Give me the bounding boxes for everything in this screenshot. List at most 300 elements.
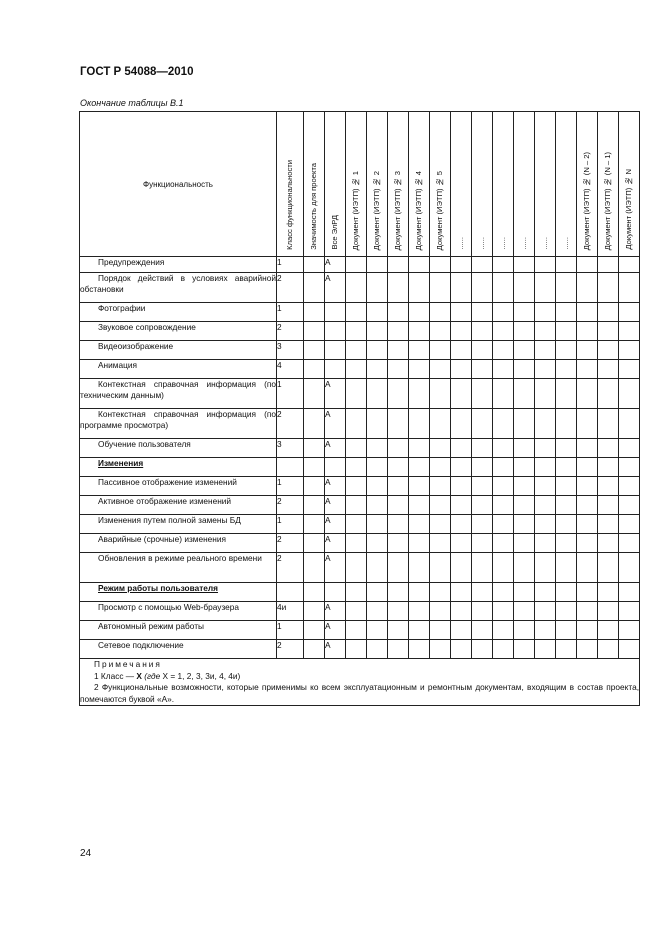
table-row: [80, 273, 640, 303]
column-header-12: [535, 112, 556, 257]
value-cell: [325, 341, 346, 360]
value-cell: [451, 439, 472, 458]
column-header-8: [451, 112, 472, 257]
value-cell: [367, 602, 388, 621]
column-header-11: [514, 112, 535, 257]
value-cell: [451, 257, 472, 273]
value-cell: [367, 515, 388, 534]
value-cell: [472, 553, 493, 583]
value-cell: [304, 534, 325, 553]
functionality-cell: [80, 341, 277, 360]
functionality-label: Фотографии: [98, 303, 146, 313]
value-cell: [598, 257, 619, 273]
value-cell: [409, 621, 430, 640]
value-cell: [388, 458, 409, 477]
value-cell: [619, 534, 640, 553]
column-header-13: [556, 112, 577, 257]
value-cell: [367, 621, 388, 640]
value-cell: [451, 322, 472, 341]
value-cell: [346, 515, 367, 534]
value-cell: [472, 515, 493, 534]
column-header-label: Класс функциональности: [285, 160, 295, 250]
functionality-cell: [80, 534, 277, 553]
column-header-label: ......: [561, 237, 571, 250]
value-cell: [472, 360, 493, 379]
value-cell: [346, 534, 367, 553]
value-cell: [493, 602, 514, 621]
value-cell: [388, 602, 409, 621]
value-cell: [451, 496, 472, 515]
value-cell: [451, 621, 472, 640]
value-cell: [388, 515, 409, 534]
value-cell: [493, 409, 514, 439]
value-cell: [514, 257, 535, 273]
functionality-label: Изменения путем полной замены БД: [98, 515, 241, 525]
section-row: [80, 458, 640, 477]
value-cell: [346, 439, 367, 458]
table-row: [80, 496, 640, 515]
value-cell: [430, 458, 451, 477]
value-cell: [556, 379, 577, 409]
value-cell: [367, 273, 388, 303]
value-cell: [535, 379, 556, 409]
value-cell: [346, 379, 367, 409]
value-cell: [577, 515, 598, 534]
value-cell: [367, 322, 388, 341]
value-cell: [472, 534, 493, 553]
value-cell: [304, 515, 325, 534]
value-cell: [367, 553, 388, 583]
value-cell: [367, 534, 388, 553]
value-cell: [346, 322, 367, 341]
value-cell: [346, 621, 367, 640]
column-header-14: [577, 112, 598, 257]
value-cell: [619, 409, 640, 439]
value-cell: [493, 477, 514, 496]
value-cell: [304, 360, 325, 379]
value-cell: А: [325, 477, 346, 496]
value-cell: [598, 322, 619, 341]
value-cell: [430, 602, 451, 621]
value-cell: [514, 360, 535, 379]
column-header-label: Документ (ИЭТП) № 2: [372, 170, 382, 250]
value-cell: [367, 341, 388, 360]
value-cell: [388, 553, 409, 583]
column-header-label: Документ (ИЭТП) № 5: [435, 170, 445, 250]
column-header-7: [430, 112, 451, 257]
value-cell: [346, 341, 367, 360]
value-cell: [430, 439, 451, 458]
value-cell: [388, 477, 409, 496]
value-cell: [388, 621, 409, 640]
value-cell: [577, 379, 598, 409]
value-cell: [577, 322, 598, 341]
value-cell: [367, 439, 388, 458]
value-cell: [304, 322, 325, 341]
value-cell: [409, 602, 430, 621]
column-header-16: [619, 112, 640, 257]
value-cell: [388, 341, 409, 360]
value-cell: [556, 553, 577, 583]
value-cell: [514, 583, 535, 602]
value-cell: [514, 553, 535, 583]
functionality-cell: [80, 439, 277, 458]
value-cell: [451, 602, 472, 621]
value-cell: [619, 360, 640, 379]
value-cell: [493, 439, 514, 458]
value-cell: [409, 640, 430, 659]
column-header-label: ......: [456, 237, 466, 250]
value-cell: [514, 515, 535, 534]
value-cell: [325, 303, 346, 322]
value-cell: [346, 409, 367, 439]
value-cell: 2: [277, 273, 304, 303]
value-cell: [325, 360, 346, 379]
value-cell: [409, 303, 430, 322]
value-cell: [514, 458, 535, 477]
page-number: 24: [80, 848, 92, 859]
functionality-label: Контекстная справочная информация (по программе просмотра): [80, 409, 276, 430]
value-cell: [577, 341, 598, 360]
value-cell: [493, 553, 514, 583]
column-header-10: [493, 112, 514, 257]
functionality-label: Контекстная справочная информация (по техническим данным): [80, 379, 276, 400]
value-cell: [430, 360, 451, 379]
value-cell: [556, 583, 577, 602]
table-row: [80, 534, 640, 553]
value-cell: [577, 439, 598, 458]
functionality-cell: [80, 303, 277, 322]
value-cell: [451, 553, 472, 583]
value-cell: А: [325, 379, 346, 409]
functionality-cell: [80, 257, 277, 273]
value-cell: [304, 439, 325, 458]
functionality-label: Аварийные (срочные) изменения: [98, 534, 226, 544]
value-cell: [451, 458, 472, 477]
value-cell: [409, 534, 430, 553]
value-cell: [472, 439, 493, 458]
value-cell: [472, 496, 493, 515]
value-cell: [493, 322, 514, 341]
value-cell: [556, 257, 577, 273]
value-cell: 2: [277, 322, 304, 341]
value-cell: [430, 640, 451, 659]
value-cell: [514, 534, 535, 553]
column-header-label: Документ (ИЭТП) № (N – 1): [603, 151, 613, 250]
value-cell: А: [325, 496, 346, 515]
value-cell: [619, 341, 640, 360]
column-header-1: [304, 112, 325, 257]
value-cell: [535, 360, 556, 379]
value-cell: [430, 515, 451, 534]
value-cell: [619, 640, 640, 659]
column-header-15: [598, 112, 619, 257]
value-cell: [367, 257, 388, 273]
value-cell: [493, 273, 514, 303]
value-cell: [556, 534, 577, 553]
value-cell: [277, 583, 304, 602]
column-header-label: Документ (ИЭТП) № 1: [351, 170, 361, 250]
value-cell: [514, 409, 535, 439]
value-cell: [535, 273, 556, 303]
value-cell: А: [325, 273, 346, 303]
value-cell: [556, 496, 577, 515]
value-cell: [388, 379, 409, 409]
note-1-prefix: 1 Класс —: [94, 670, 137, 681]
functionality-label: Анимация: [98, 360, 137, 370]
value-cell: [388, 273, 409, 303]
value-cell: [514, 303, 535, 322]
value-cell: [409, 273, 430, 303]
value-cell: [535, 477, 556, 496]
value-cell: [493, 303, 514, 322]
value-cell: [451, 640, 472, 659]
value-cell: [514, 621, 535, 640]
value-cell: [430, 409, 451, 439]
value-cell: [472, 379, 493, 409]
value-cell: 4: [277, 360, 304, 379]
value-cell: [535, 458, 556, 477]
column-header-6: [409, 112, 430, 257]
value-cell: [388, 360, 409, 379]
value-cell: 2: [277, 409, 304, 439]
value-cell: [577, 360, 598, 379]
value-cell: [556, 273, 577, 303]
value-cell: [430, 496, 451, 515]
value-cell: [577, 273, 598, 303]
value-cell: [556, 640, 577, 659]
value-cell: [346, 602, 367, 621]
value-cell: [577, 640, 598, 659]
value-cell: [388, 409, 409, 439]
functionality-cell: [80, 515, 277, 534]
functionality-cell: [80, 621, 277, 640]
value-cell: [556, 322, 577, 341]
table-row: [80, 602, 640, 621]
value-cell: [619, 602, 640, 621]
note-2: 2 Функциональные возможности, которые применимы ко всем эксплуатационным и ремонтным документам, входящим в состав проекта, помечаются буквой «А».: [80, 682, 639, 704]
value-cell: [409, 496, 430, 515]
value-cell: [451, 341, 472, 360]
value-cell: [619, 322, 640, 341]
value-cell: [346, 458, 367, 477]
value-cell: [388, 439, 409, 458]
value-cell: [535, 515, 556, 534]
value-cell: [535, 602, 556, 621]
value-cell: [619, 257, 640, 273]
value-cell: [556, 602, 577, 621]
value-cell: [619, 273, 640, 303]
column-header-2: [325, 112, 346, 257]
column-header-label: ......: [540, 237, 550, 250]
value-cell: [472, 583, 493, 602]
value-cell: [325, 322, 346, 341]
value-cell: [577, 477, 598, 496]
functionality-column-header: Функциональность: [80, 112, 277, 257]
value-cell: [346, 303, 367, 322]
value-cell: [409, 341, 430, 360]
value-cell: [598, 583, 619, 602]
column-header-label: ......: [498, 237, 508, 250]
value-cell: [598, 303, 619, 322]
value-cell: [430, 553, 451, 583]
value-cell: А: [325, 439, 346, 458]
value-cell: [598, 640, 619, 659]
value-cell: А: [325, 640, 346, 659]
value-cell: А: [325, 409, 346, 439]
value-cell: [409, 379, 430, 409]
section-title: [80, 458, 277, 477]
functionality-cell: [80, 409, 277, 439]
functionality-label: Звуковое сопровождение: [98, 322, 196, 332]
value-cell: [430, 273, 451, 303]
value-cell: [493, 621, 514, 640]
value-cell: [535, 640, 556, 659]
functionality-cell: [80, 477, 277, 496]
value-cell: [472, 273, 493, 303]
value-cell: 1: [277, 515, 304, 534]
value-cell: [388, 303, 409, 322]
functionality-label: Автономный режим работы: [98, 621, 204, 631]
value-cell: [493, 583, 514, 602]
table-row: [80, 477, 640, 496]
value-cell: [619, 496, 640, 515]
value-cell: [409, 458, 430, 477]
functionality-label: Режим работы пользователя: [98, 583, 219, 593]
value-cell: [409, 409, 430, 439]
value-cell: [367, 477, 388, 496]
value-cell: [514, 379, 535, 409]
functionality-table: [79, 111, 640, 706]
value-cell: [388, 640, 409, 659]
value-cell: [535, 583, 556, 602]
value-cell: [346, 640, 367, 659]
value-cell: [472, 322, 493, 341]
functionality-cell: [80, 602, 277, 621]
value-cell: [430, 257, 451, 273]
table-row: [80, 409, 640, 439]
value-cell: [346, 496, 367, 515]
note-1: [80, 671, 639, 683]
value-cell: [451, 303, 472, 322]
column-header-5: [388, 112, 409, 257]
column-header-label: Все ЭлРД: [330, 215, 340, 250]
value-cell: [451, 273, 472, 303]
value-cell: [304, 273, 325, 303]
value-cell: [430, 477, 451, 496]
value-cell: [493, 379, 514, 409]
value-cell: 3: [277, 439, 304, 458]
value-cell: [346, 360, 367, 379]
value-cell: [367, 640, 388, 659]
value-cell: [367, 583, 388, 602]
value-cell: [367, 360, 388, 379]
functionality-label: Видеоизображение: [98, 341, 174, 351]
value-cell: [304, 621, 325, 640]
functionality-cell: [80, 360, 277, 379]
value-cell: [472, 602, 493, 621]
value-cell: [430, 621, 451, 640]
value-cell: [493, 496, 514, 515]
value-cell: [598, 439, 619, 458]
value-cell: [577, 409, 598, 439]
value-cell: [598, 621, 619, 640]
value-cell: [535, 303, 556, 322]
column-header-0: [277, 112, 304, 257]
value-cell: [493, 515, 514, 534]
value-cell: [430, 303, 451, 322]
column-header-3: [346, 112, 367, 257]
value-cell: [598, 379, 619, 409]
value-cell: [577, 303, 598, 322]
section-row: [80, 583, 640, 602]
value-cell: [556, 409, 577, 439]
value-cell: [472, 458, 493, 477]
table-row: [80, 379, 640, 409]
value-cell: [304, 458, 325, 477]
column-header-label: ......: [519, 237, 529, 250]
value-cell: [304, 409, 325, 439]
value-cell: [514, 273, 535, 303]
value-cell: [598, 515, 619, 534]
value-cell: 1: [277, 621, 304, 640]
functionality-label: Сетевое подключение: [98, 640, 184, 650]
table-caption: Окончание таблицы В.1: [80, 98, 184, 108]
table-row: [80, 515, 640, 534]
value-cell: [619, 553, 640, 583]
note-1-where: (где: [141, 670, 161, 681]
value-cell: [493, 640, 514, 659]
value-cell: [598, 360, 619, 379]
value-cell: [556, 477, 577, 496]
note-1-x: X: [136, 670, 142, 681]
value-cell: [577, 496, 598, 515]
value-cell: [493, 458, 514, 477]
value-cell: [367, 409, 388, 439]
value-cell: [409, 515, 430, 534]
value-cell: [556, 303, 577, 322]
value-cell: [304, 640, 325, 659]
table-header-row: [80, 112, 640, 257]
value-cell: [577, 257, 598, 273]
value-cell: [388, 534, 409, 553]
value-cell: [409, 360, 430, 379]
value-cell: [472, 257, 493, 273]
functionality-label: Порядок действий в условиях аварийной обстановки: [80, 273, 276, 294]
value-cell: А: [325, 553, 346, 583]
value-cell: [304, 496, 325, 515]
value-cell: [472, 621, 493, 640]
value-cell: [619, 439, 640, 458]
value-cell: [556, 439, 577, 458]
value-cell: [409, 322, 430, 341]
value-cell: [577, 458, 598, 477]
value-cell: [598, 458, 619, 477]
value-cell: [472, 341, 493, 360]
value-cell: [409, 257, 430, 273]
value-cell: [514, 496, 535, 515]
value-cell: [535, 553, 556, 583]
value-cell: [493, 534, 514, 553]
functionality-label: Просмотр с помощью Web-браузера: [98, 602, 240, 612]
value-cell: [304, 583, 325, 602]
value-cell: [304, 379, 325, 409]
value-cell: [430, 379, 451, 409]
functionality-label: Обновления в режиме реального времени: [98, 553, 262, 563]
value-cell: [346, 257, 367, 273]
functionality-label: Изменения: [98, 458, 144, 468]
column-header-label: Документ (ИЭТП) № 3: [393, 170, 403, 250]
